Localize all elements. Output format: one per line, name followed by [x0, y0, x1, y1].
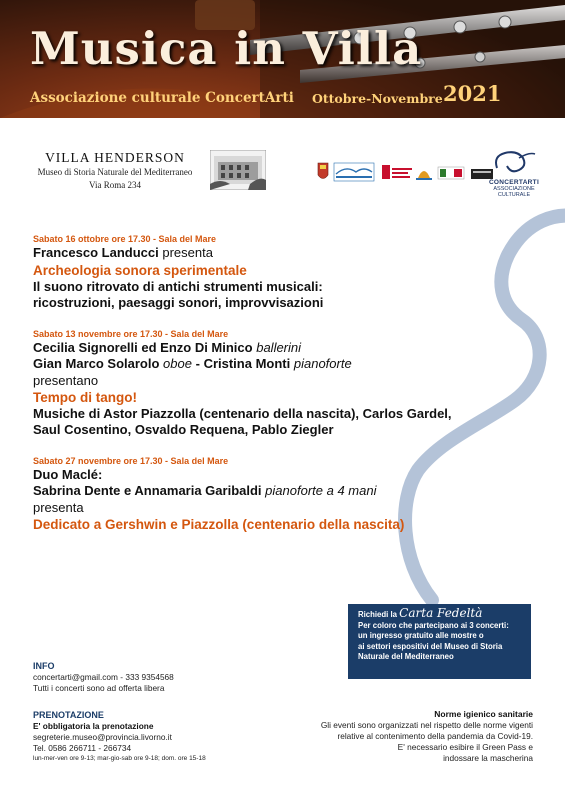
event-1	[33, 233, 533, 312]
event-date: Sabato 16 ottobre ore 17.30 - Sala del Mare	[33, 234, 217, 244]
event-performer: Duo Maclé:	[33, 466, 103, 482]
loyalty-card-line: ai settori espositivi del Museo di Storia	[358, 641, 503, 651]
health-line: E' necessario esibire il Green Pass e	[397, 742, 533, 752]
poster-year: 2021	[443, 81, 502, 106]
event-desc-1: Il suono ritrovato di antichi strumenti musicali:	[33, 278, 323, 294]
loyalty-card-line: un ingresso gratuito alle mostre o	[358, 631, 484, 640]
booking-phone[interactable]: Tel. 0586 266711 - 266734	[33, 743, 132, 753]
event-verb: presentano	[33, 372, 99, 388]
event-performer: Cecilia Signorelli ed Enzo Di Minico ballerini	[33, 339, 302, 355]
venue-name: VILLA HENDERSON	[45, 150, 185, 165]
health-rules-block	[298, 708, 533, 764]
event-title: Archeologia sonora sperimentale	[33, 262, 247, 278]
info-note: Tutti i concerti sono ad offerta libera	[33, 683, 165, 693]
event-performer: Gian Marco Solarolo oboe - Cristina Monti pianoforte	[33, 356, 352, 371]
event-2	[33, 328, 533, 439]
loyalty-card-line: Naturale del Mediterraneo	[358, 652, 454, 661]
event-3	[33, 455, 533, 533]
event-desc-2: Saul Cosentino, Osvaldo Requena, Pablo Ziegler	[33, 422, 334, 437]
booking-email[interactable]: segreterie.museo@provincia.livorno.it	[33, 732, 172, 742]
booking-label: PRENOTAZIONE	[33, 710, 104, 720]
loyalty-card-line: Per coloro che partecipano ai 3 concerti:	[358, 620, 509, 630]
info-contact[interactable]: concertarti@gmail.com - 333 9354568	[33, 672, 174, 682]
venue-museum: Museo di Storia Naturale del Mediterraneo	[37, 167, 193, 177]
organizer-name: CONCERTARTI	[488, 179, 540, 186]
booking-hours: lun-mer-ven ore 9-13; mar-gio-sab ore 9-18; dom. ore 15-18	[33, 755, 206, 762]
event-title: Tempo di tango!	[33, 389, 137, 405]
poster-title: Musica in Villa	[30, 22, 423, 75]
event-date: Sabato 27 novembre ore 17.30 - Sala del Mare	[33, 455, 229, 466]
health-line: indossare la mascherina	[443, 753, 533, 763]
event-verb: presenta	[33, 499, 84, 515]
event-title: Dedicato a Gershwin e Piazzolla (centenario della nascita)	[33, 516, 405, 532]
venue-address: Via Roma 234	[89, 180, 141, 190]
booking-required: E' obbligatoria la prenotazione	[33, 721, 154, 731]
poster-subtitle: Associazione culturale ConcertArti	[30, 90, 294, 106]
loyalty-card-heading: Richiedi la Carta Fedeltà	[358, 606, 483, 620]
event-desc-1: Musiche di Astor Piazzolla (centenario della nascita), Carlos Gardel,	[33, 405, 452, 421]
events-list	[33, 233, 533, 549]
organizer-line1: ASSOCIAZIONE	[493, 186, 535, 192]
poster-period: Ottobre-Novembre	[312, 91, 443, 106]
health-title: Norme igienico sanitarie	[434, 709, 533, 719]
event-desc-2: ricostruzioni, paesaggi sonori, improvvisazioni	[33, 295, 324, 310]
info-block	[33, 661, 293, 694]
loyalty-card-box	[348, 604, 531, 679]
event-performer: Francesco Landucci presenta	[33, 245, 213, 260]
info-label: INFO	[33, 661, 55, 671]
event-performer: Sabrina Dente e Annamaria Garibaldi pianoforte a 4 mani	[33, 483, 377, 498]
health-line: relative al contenimento della pandemia da Covid-19.	[337, 731, 533, 741]
event-date: Sabato 13 novembre ore 17.30 - Sala del Mare	[33, 328, 229, 339]
booking-block	[33, 710, 293, 763]
health-line: Gli eventi sono organizzati nel rispetto delle norme vigenti	[320, 720, 533, 730]
organizer-line2: CULTURALE	[497, 192, 531, 198]
